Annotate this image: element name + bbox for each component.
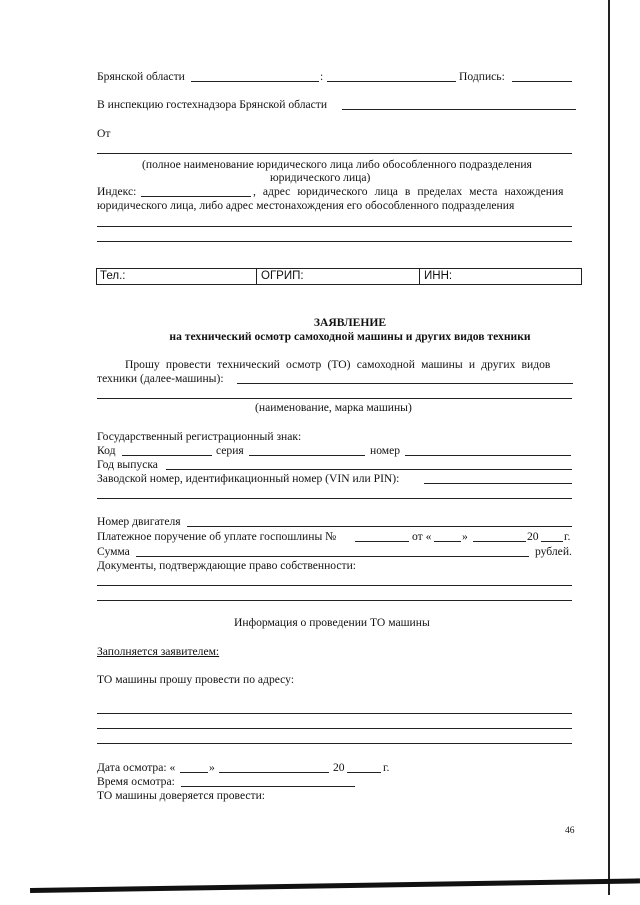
- to-address-line-1[interactable]: [97, 713, 572, 714]
- trust-label: ТО машины доверяется провести:: [97, 789, 266, 802]
- ownership-line-2[interactable]: [97, 600, 572, 601]
- payment-from-label: от «: [412, 530, 432, 543]
- quote-close: »: [462, 530, 468, 543]
- rubles-label: рублей.: [535, 545, 572, 558]
- machine-field-1[interactable]: [237, 383, 573, 384]
- payment-year-field[interactable]: [541, 541, 563, 542]
- scan-edge-bottom: [30, 878, 640, 893]
- colon: :: [320, 70, 324, 83]
- org-note-2: юридического лица): [270, 171, 371, 184]
- signature-label: Подпись:: [459, 70, 505, 83]
- to-address-line-3[interactable]: [97, 743, 572, 744]
- sum-label: Сумма: [97, 545, 130, 558]
- payment-month-field[interactable]: [473, 541, 526, 542]
- code-label: Код: [97, 444, 116, 457]
- vin-label: Заводской номер, идентификационный номер (VIN или PIN):: [97, 472, 400, 485]
- cell-divider: [419, 269, 420, 284]
- series-field[interactable]: [249, 455, 365, 456]
- org-name-line[interactable]: [97, 153, 572, 154]
- document-subtitle: на технический осмотр самоходной машины и других видов техники: [169, 330, 531, 343]
- payment-label: Платежное поручение об уплате госпошлины №: [97, 530, 337, 543]
- cell-divider: [256, 269, 257, 284]
- index-label: Индекс:: [97, 185, 137, 198]
- address-text-1: , адрес юридического лица в пределах места нахождения: [253, 185, 564, 198]
- series-label: серия: [216, 444, 244, 457]
- request-text-2: техники (далее-машины):: [97, 372, 224, 385]
- filled-by-label: Заполняется заявителем:: [97, 645, 220, 658]
- tel-label: Тел.:: [100, 270, 126, 282]
- inspection-field[interactable]: [342, 109, 576, 110]
- org-note-1: (полное наименование юридического лица либо обособленного подразделения: [142, 158, 532, 171]
- quote-close-2: »: [209, 761, 215, 774]
- address-request-label: ТО машины прошу провести по адресу:: [97, 673, 295, 686]
- scan-edge-right: [608, 0, 610, 895]
- ogrip-label: ОГРИП:: [261, 270, 304, 282]
- year-prefix-2: 20: [333, 761, 345, 774]
- year-suffix-2: г.: [383, 761, 390, 774]
- index-field[interactable]: [141, 196, 251, 197]
- region-field-2[interactable]: [327, 81, 456, 82]
- from-label: От: [97, 127, 111, 140]
- machine-note: (наименование, марка машины): [255, 401, 412, 414]
- number-label: номер: [370, 444, 401, 457]
- request-text-1: Прошу провести технический осмотр (ТО) самоходной машины и других видов: [125, 358, 551, 371]
- inspection-time-label: Время осмотра:: [97, 775, 175, 788]
- address-line-1[interactable]: [97, 226, 572, 227]
- contacts-table: [96, 268, 582, 285]
- address-line-2[interactable]: [97, 241, 572, 242]
- engine-label: Номер двигателя: [97, 515, 181, 528]
- vin-field[interactable]: [424, 483, 572, 484]
- engine-field[interactable]: [187, 526, 572, 527]
- sum-field[interactable]: [136, 556, 529, 557]
- region-label: Брянской области: [97, 70, 185, 83]
- inspection-date-label: Дата осмотра: «: [97, 761, 176, 774]
- signature-field[interactable]: [512, 81, 572, 82]
- ownership-line-1[interactable]: [97, 585, 572, 586]
- info-title: Информация о проведении ТО машины: [234, 616, 430, 629]
- address-text-2: юридического лица, либо адрес местонахождения его обособленного подразделения: [97, 199, 515, 212]
- ownership-label: Документы, подтверждающие право собственности:: [97, 559, 357, 572]
- inn-label: ИНН:: [424, 270, 453, 282]
- payment-number-field[interactable]: [355, 541, 409, 542]
- year-field[interactable]: [166, 469, 572, 470]
- inspection-month-field[interactable]: [219, 772, 329, 773]
- inspection-day-field[interactable]: [180, 772, 208, 773]
- code-field[interactable]: [122, 455, 212, 456]
- inspection-time-field[interactable]: [181, 786, 355, 787]
- year-label: Год выпуска: [97, 458, 158, 471]
- inspection-year-field[interactable]: [347, 772, 381, 773]
- inspection-label: В инспекцию гостехнадзора Брянской области: [97, 98, 328, 111]
- page-number: 46: [565, 826, 575, 836]
- year-prefix: 20: [527, 530, 539, 543]
- vin-field-2[interactable]: [97, 498, 572, 499]
- to-address-line-2[interactable]: [97, 728, 572, 729]
- region-field[interactable]: [191, 81, 319, 82]
- document-title: ЗАЯВЛЕНИЕ: [313, 316, 387, 329]
- year-suffix: г.: [564, 530, 571, 543]
- payment-day-field[interactable]: [434, 541, 461, 542]
- reg-sign-label: Государственный регистрационный знак:: [97, 430, 302, 443]
- number-field[interactable]: [405, 455, 571, 456]
- machine-field-2[interactable]: [97, 398, 572, 399]
